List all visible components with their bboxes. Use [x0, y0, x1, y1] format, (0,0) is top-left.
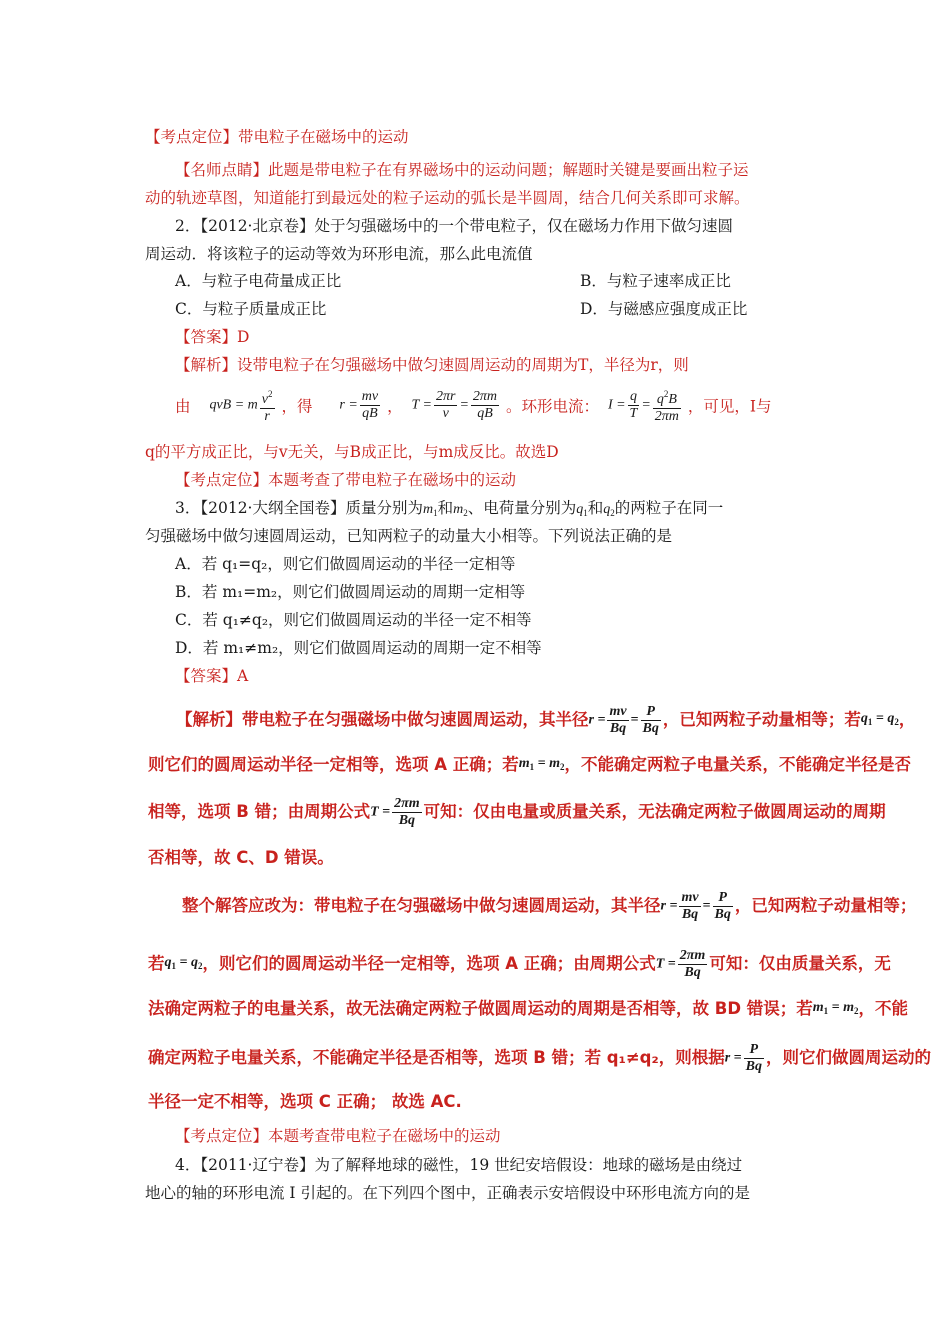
q3-stem-1e: 的两粒子在同一 — [614, 499, 724, 517]
q3-analysis-line-1 — [176, 704, 915, 737]
q3-b1a: 【解析】带电粒子在匀强磁场中做匀速圆周运动，其半径 — [176, 710, 589, 729]
q2-text-kejian: ，可见，I与 — [687, 397, 772, 416]
kaodian-tag: 【考点定位】 — [145, 128, 239, 146]
q3-correction-line-4 — [148, 1042, 931, 1075]
formula-r-mv-bq: r = $\frac{mv}{Bq}$ = $\frac{P}{Bq}$ — [588, 704, 659, 736]
q3-stem-1 — [175, 498, 723, 523]
q3-answer: 【答案】A — [175, 667, 249, 685]
formula-qvb: qvB = m $\frac{v^2}{r}$ — [209, 386, 276, 425]
var-q1: $q_1$ — [576, 502, 588, 518]
q2-analysis-1: 【解析】设带电粒子在匀强磁场中做匀速圆周运动的周期为T，半径为r，则 — [175, 356, 689, 374]
q3-b1b: ，已知两粒子动量相等；若 — [662, 710, 861, 729]
q2-stem-1: 2．【2012·北京卷】处于匀强磁场中的一个带电粒子，仅在磁场力作用下做匀速圆 — [175, 217, 733, 235]
var-m2: $m_2$ — [453, 502, 468, 518]
q3-c2a: 若 — [148, 954, 165, 973]
q3-analysis-line-2 — [148, 752, 911, 779]
q3-stem-1a: 3．【2012·大纲全国卷】质量分别为 — [175, 499, 423, 517]
q3-c3b: ，不能 — [858, 999, 909, 1018]
q3-c4a: 确定两粒子电量关系，不能确定半径是否相等，选项 B 错；若 q₁≠q₂，则根据 — [148, 1048, 725, 1067]
q2-options-row-1 — [175, 271, 341, 291]
q3-option-b: B．若 m₁=m₂，则它们做圆周运动的周期一定相等 — [175, 583, 526, 601]
kaodian-line-1 — [145, 127, 409, 147]
formula-t-2pim-bq-2: T = $\frac{2\pi m}{Bq}$ — [655, 948, 706, 980]
q2-option-a: A．与粒子电荷量成正比 — [175, 272, 342, 290]
q4-stem-1: 4．【2011·辽宁卷】为了解释地球的磁性，19 世纪安培假设：地球的磁场是由绕过 — [175, 1156, 743, 1174]
q3-c2c: 可知：仅由质量关系，无 — [709, 954, 891, 973]
q3-option-a: A．若 q₁=q₂，则它们做圆周运动的半径一定相等 — [175, 555, 516, 573]
q2-text-you: 由 — [175, 397, 191, 416]
q3-c4b: ，则它们做圆周运动的 — [766, 1048, 931, 1067]
q2-option-c: C．与粒子质量成正比 — [175, 300, 327, 318]
q2-option-d: D．与磁感应强度成正比 — [580, 300, 748, 318]
mingshi-line-1 — [175, 160, 749, 180]
q3-correction-line-3 — [148, 996, 908, 1023]
q2-text-de: ，得 — [281, 397, 313, 416]
q2-answer: 【答案】D — [175, 328, 250, 346]
formula-m1-eq-m2: $m_1 = m_2$ — [518, 756, 565, 772]
q3-analysis-line-4: 否相等，故 C、D 错误。 — [148, 848, 334, 867]
q3-correction-line-2 — [148, 948, 891, 981]
formula-period: T = $\frac{2\pi r}{v}$ = $\frac{2\pi m}{qB}$ — [411, 389, 498, 421]
q3-c1b: ，已知两粒子动量相等； — [734, 896, 917, 915]
q3-correction-line-1 — [182, 890, 916, 923]
q3-analysis-line-3 — [148, 796, 886, 829]
q3-c2b: ，则它们的圆周运动半径一定相等，选项 A 正确；由周期公式 — [202, 954, 656, 973]
mingshi-text-1: 此题是带电粒子在有界磁场中的运动问题；解题时关键是要画出粒子运 — [268, 161, 749, 179]
q3-option-c: C．若 q₁≠q₂，则它们做圆周运动的半径一定不相等 — [175, 611, 532, 629]
q2-option-b: B．与粒子速率成正比 — [580, 272, 731, 290]
q3-c1a: 整个解答应改为：带电粒子在匀强磁场中做匀速圆周运动，其半径 — [182, 896, 661, 915]
q3-b3b: 可知：仅由电量或质量关系，无法确定两粒子做圆周运动的周期 — [423, 802, 886, 821]
q4-stem-2: 地心的轴的环形电流 I 引起的。在下列四个图中，正确表示安培假设中环形电流方向的是 — [145, 1184, 750, 1202]
q2-formula-row — [175, 386, 771, 436]
formula-q1-eq-q2-2: $q_1 = q_2$ — [164, 955, 203, 971]
q3-stem-1c: 、电荷量分别为 — [467, 499, 577, 517]
q3-kaodian: 【考点定位】本题考查带电粒子在磁场中的运动 — [175, 1127, 501, 1145]
var-q2: $q_2$ — [603, 502, 615, 518]
formula-q1-eq-q2: $q_1 = q_2$ — [860, 711, 899, 727]
q3-c3: 法确定两粒子的电量关系，故无法确定两粒子做圆周运动的周期是否相等，故 BD 错误；若 — [148, 999, 813, 1018]
formula-t-2pim-bq: T = $\frac{2\pi m}{Bq}$ — [370, 796, 420, 828]
q3-stem-2: 匀强磁场中做匀速圆周运动，已知两粒子的动量大小相等。下列说法正确的是 — [145, 527, 673, 545]
mingshi-line-2: 动的轨迹草图，知道能打到最远处的粒子运动的弧长是半圆周，结合几何关系即可求解。 — [145, 189, 750, 207]
q3-option-d: D．若 m₁≠m₂，则它们做圆周运动的周期一定不相等 — [175, 639, 542, 657]
q3-b2a: 则它们的圆周运动半径一定相等，选项 A 正确；若 — [148, 755, 519, 774]
q3-stem-1b: 和 — [437, 499, 454, 517]
mingshi-tag: 【名师点睛】 — [175, 161, 269, 179]
q3-b2b: ，不能确定两粒子电量关系，不能确定半径是否 — [564, 755, 912, 774]
formula-radius: r = $\frac{mv}{qB}$ — [339, 389, 379, 421]
q2-text-comma: ， — [387, 397, 403, 416]
formula-r-mv-bq-2: r = $\frac{mv}{Bq}$ = $\frac{P}{Bq}$ — [660, 890, 731, 922]
kaodian-text: 带电粒子在磁场中的运动 — [238, 128, 409, 146]
q3-correction-line-5: 半径一定不相等，选项 C 正确； 故选 AC. — [148, 1092, 462, 1111]
q2-text-huanxing: 。环形电流： — [505, 397, 599, 416]
q2-stem-2: 周运动．将该粒子的运动等效为环形电流，那么此电流值 — [145, 245, 533, 263]
q2-kaodian: 【考点定位】本题考查了带电粒子在磁场中的运动 — [175, 471, 517, 489]
q3-b1c: ， — [898, 710, 916, 729]
var-m1: $m_1$ — [423, 502, 438, 518]
formula-m1-eq-m2-2: $m_1 = m_2$ — [812, 1000, 859, 1016]
q3-stem-1d: 和 — [587, 499, 604, 517]
formula-r-p-bq: r = $\frac{P}{Bq}$ — [724, 1042, 762, 1074]
q3-b3a: 相等，选项 B 错；由周期公式 — [148, 802, 371, 821]
formula-current: I = $\frac{q}{T}$ = $\frac{q^2B}{2\pi m}$ — [608, 386, 683, 425]
q2-analysis-2: q的平方成正比，与v无关，与B成正比，与m成反比。故选D — [145, 443, 559, 461]
